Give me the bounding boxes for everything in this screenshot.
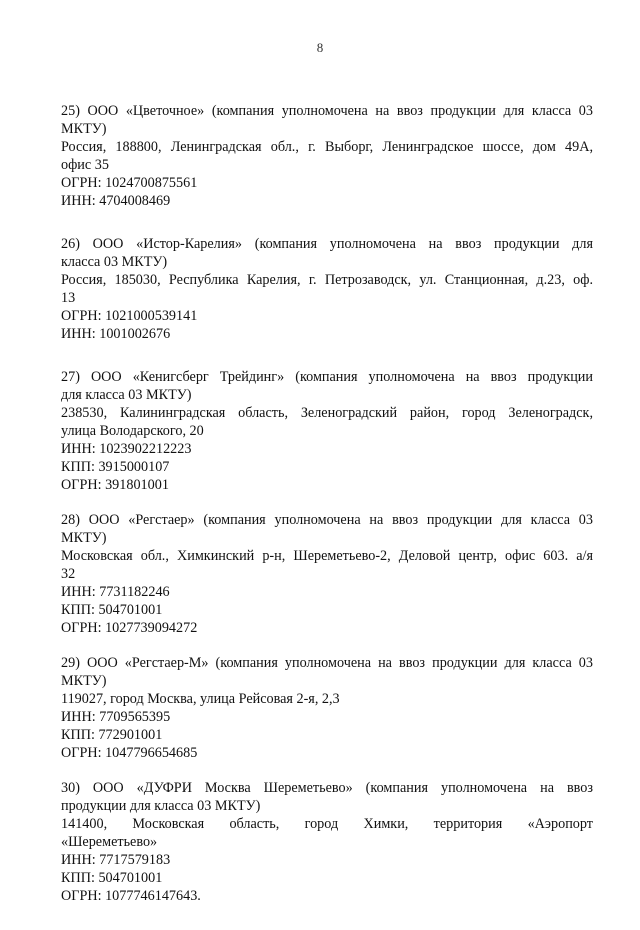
entry-inn: ИНН: 7717579183 — [61, 852, 171, 868]
entry-heading-line: для класса 03 МКТУ) — [61, 387, 192, 403]
company-entry-30 — [61, 779, 593, 905]
entry-ogrn: ОГРН: 1021000539141 — [61, 308, 198, 324]
entry-inn: ИНН: 7731182246 — [61, 584, 170, 600]
entry-address-line: 32 — [61, 566, 76, 582]
company-entry-29 — [61, 654, 593, 762]
entry-heading-line: МКТУ) — [61, 121, 107, 137]
entry-heading-line: 27) ООО «Кенигсберг Трейдинг» (компания уполномочена на ввоз продукции — [61, 369, 593, 385]
entry-address-line: 141400, Московская область, город Химки, территория «Аэропорт — [61, 816, 593, 832]
entry-kpp: КПП: 3915000107 — [61, 459, 170, 475]
company-list — [61, 102, 593, 930]
entry-ogrn: ОГРН: 1077746147643. — [61, 888, 201, 904]
entry-inn: ИНН: 1001002676 — [61, 326, 171, 342]
entry-heading-line: 28) ООО «Регстаер» (компания уполномочена на ввоз продукции для класса 03 — [61, 512, 593, 528]
entry-address-line: Россия, 188800, Ленинградская обл., г. Выборг, Ленинградское шоссе, дом 49А, — [61, 139, 593, 155]
entry-heading-line: 25) ООО «Цветочное» (компания уполномочена на ввоз продукции для класса 03 — [61, 103, 593, 119]
entry-address-line: 238530, Калининградская область, Зеленоградский район, город Зеленоградск, — [61, 405, 593, 421]
entry-kpp: КПП: 504701001 — [61, 870, 163, 886]
entry-address-line: «Шереметьево» — [61, 834, 158, 850]
company-entry-28 — [61, 511, 593, 637]
entry-heading-line: продукции для класса 03 МКТУ) — [61, 798, 261, 814]
entry-kpp: КПП: 504701001 — [61, 602, 163, 618]
entry-ogrn: ОГРН: 1027739094272 — [61, 620, 198, 636]
entry-inn: ИНН: 7709565395 — [61, 709, 171, 725]
entry-heading-line: 26) ООО «Истор-Карелия» (компания уполномочена на ввоз продукции для — [61, 236, 593, 252]
entry-address-line: офис 35 — [61, 157, 109, 173]
page-number: 8 — [316, 40, 324, 55]
entry-inn: ИНН: 1023902212223 — [61, 441, 192, 457]
entry-address-line: 119027, город Москва, улица Рейсовая 2-я, 2,3 — [61, 691, 340, 707]
entry-heading-line: 29) ООО «Регстаер-М» (компания уполномочена на ввоз продукции для класса 03 — [61, 655, 593, 671]
entry-kpp: КПП: 772901001 — [61, 727, 163, 743]
entry-heading-line: 30) ООО «ДУФРИ Москва Шереметьево» (компания уполномочена на ввоз — [61, 780, 593, 796]
entry-address-line: Россия, 185030, Республика Карелия, г. Петрозаводск, ул. Станционная, д.23, оф. — [61, 272, 593, 288]
company-entry-27 — [61, 368, 593, 494]
entry-heading-line: класса 03 МКТУ) — [61, 254, 168, 270]
entry-heading-line: МКТУ) — [61, 530, 107, 546]
entry-ogrn: ОГРН: 1024700875561 — [61, 175, 198, 191]
entry-ogrn: ОГРН: 391801001 — [61, 477, 169, 493]
company-entry-25 — [61, 102, 593, 210]
entry-ogrn: ОГРН: 1047796654685 — [61, 745, 198, 761]
company-entry-26 — [61, 235, 593, 343]
entry-address-line: Московская обл., Химкинский р-н, Шереметьево-2, Деловой центр, офис 603. а/я — [61, 548, 593, 564]
entry-address-line: улица Володарского, 20 — [61, 423, 204, 439]
entry-heading-line: МКТУ) — [61, 673, 107, 689]
entry-inn: ИНН: 4704008469 — [61, 193, 171, 209]
entry-address-line: 13 — [61, 290, 76, 306]
